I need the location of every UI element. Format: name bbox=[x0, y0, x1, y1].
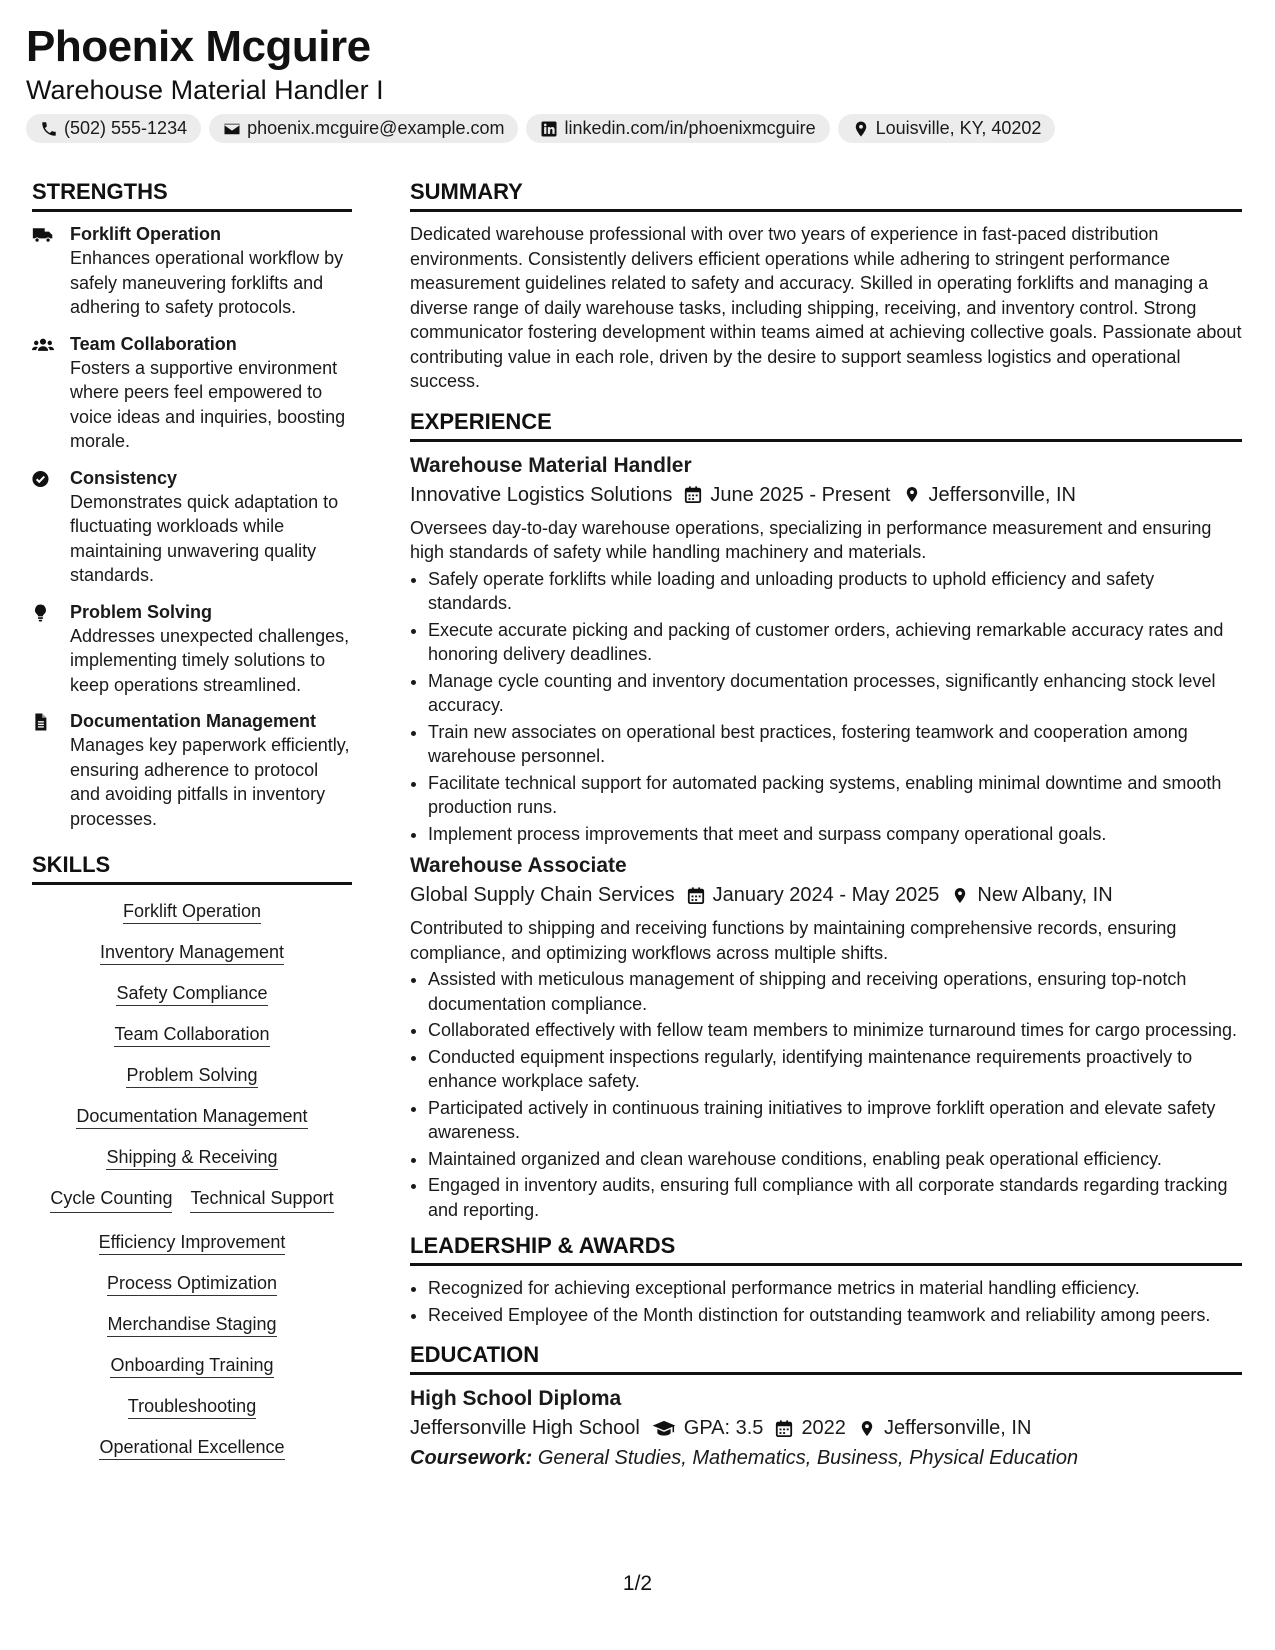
list-item: • Collaborated effectively with fellow team members to minimize turnaround times for cargo processing. bbox=[428, 1018, 1242, 1043]
strength-title: Team Collaboration bbox=[70, 333, 237, 354]
list-item: • Manage cycle counting and inventory documentation processes, significantly enhancing stock level accuracy. bbox=[428, 669, 1242, 718]
skill-tag: Forklift Operation bbox=[123, 901, 261, 924]
skill-tag: Cycle Counting bbox=[50, 1186, 172, 1213]
list-item: • Received Employee of the Month distinction for outstanding teamwork and reliability among peers. bbox=[428, 1303, 1242, 1328]
strength-desc: Demonstrates quick adaptation to fluctuating workloads while maintaining unwavering quality standards. bbox=[70, 491, 339, 585]
school-location: Jeffersonville, IN bbox=[883, 1417, 1032, 1439]
envelope-icon bbox=[223, 120, 241, 138]
job-meta bbox=[410, 880, 1242, 910]
list-item: • Participated actively in continuous training initiatives to improve forklift operation and elevate safety awareness. bbox=[428, 1096, 1242, 1145]
map-pin-icon bbox=[903, 485, 921, 504]
list-item: • Assisted with meticulous management of shipping and receiving operations, ensuring top-notch documentation compliance. bbox=[428, 967, 1242, 1016]
job-dates: January 2024 - May 2025 bbox=[712, 884, 940, 906]
map-pin-icon bbox=[951, 886, 969, 905]
experience-section bbox=[410, 408, 1242, 1223]
list-item: • Implement process improvements that meet and surpass company operational goals. bbox=[428, 822, 1242, 847]
degree-title: High School Diploma bbox=[410, 1387, 622, 1410]
truck-icon bbox=[32, 225, 54, 245]
education-meta bbox=[410, 1413, 1242, 1443]
skill-tag: Merchandise Staging bbox=[107, 1314, 276, 1337]
strength-item bbox=[32, 709, 352, 831]
skills-list bbox=[32, 899, 352, 1476]
school-name: Jeffersonville High School bbox=[410, 1417, 640, 1439]
job-location: Jeffersonville, IN bbox=[928, 483, 1076, 506]
strength-desc: Addresses unexpected challenges, implementing timely solutions to keep operations streamlined. bbox=[70, 625, 350, 695]
phone-icon bbox=[40, 120, 58, 138]
check-circle-icon bbox=[32, 469, 54, 489]
contact-linkedin[interactable] bbox=[526, 114, 829, 143]
job-meta bbox=[410, 480, 1242, 510]
skill-tag: Shipping & Receiving bbox=[106, 1147, 277, 1170]
strength-desc: Manages key paperwork efficiently, ensuring adherence to protocol and avoiding pitfalls in inventory processes. bbox=[70, 735, 350, 829]
location-text: Louisville, KY, 40202 bbox=[875, 118, 1042, 138]
summary-text: Dedicated warehouse professional with over two years of experience in fast-paced distribution environments. Consistently delivers efficient operations while adhering to stringent performance measurement guidelines related to safety and accuracy. Skilled in operating forklifts and managing a diverse range of daily warehouse tasks, including shipping, receiving, and inventory control. Strong communicator fostering development within teams aimed at achieving collective goals. Passionate about contributing value in each role, driven by the desire to support seamless logistics and operational success. bbox=[410, 224, 1242, 391]
calendar-icon bbox=[775, 1419, 793, 1438]
skill-tag: Documentation Management bbox=[76, 1106, 307, 1129]
skill-tag: Inventory Management bbox=[100, 942, 284, 965]
page-number: 1/2 bbox=[622, 1572, 653, 1595]
skill-tag: Safety Compliance bbox=[116, 983, 267, 1006]
job-description: Contributed to shipping and receiving functions by maintaining comprehensive records, ensuring compliance, and optimizing workflows across multiple shifts. bbox=[410, 918, 1177, 963]
skill-tag: Problem Solving bbox=[126, 1065, 257, 1088]
job-company: Global Supply Chain Services bbox=[410, 884, 675, 906]
list-item: • Maintained organized and clean warehouse conditions, enabling peak operational efficiency. bbox=[428, 1147, 1242, 1172]
job-entry bbox=[410, 852, 1242, 1222]
candidate-title: Warehouse Material Handler I bbox=[26, 75, 384, 105]
skill-tag: Team Collaboration bbox=[114, 1024, 269, 1047]
job-bullets bbox=[410, 567, 1242, 847]
experience-heading: EXPERIENCE bbox=[410, 408, 1242, 442]
contact-location bbox=[838, 114, 1056, 143]
strength-item bbox=[32, 332, 352, 454]
strength-item bbox=[32, 466, 352, 588]
job-location: New Albany, IN bbox=[977, 884, 1113, 906]
skill-tag: Technical Support bbox=[190, 1186, 333, 1213]
list-item: • Engaged in inventory audits, ensuring full compliance with all corporate standards regarding tracking and reporting. bbox=[428, 1173, 1242, 1222]
list-item: • Safely operate forklifts while loading and unloading products to uphold efficiency and safety standards. bbox=[428, 567, 1242, 616]
strength-title: Consistency bbox=[70, 467, 178, 488]
leadership-heading: LEADERSHIP & AWARDS bbox=[410, 1232, 1242, 1266]
resume-header bbox=[26, 20, 1246, 143]
coursework-label: Coursework: bbox=[410, 1447, 533, 1469]
leadership-section bbox=[410, 1232, 1242, 1327]
strength-desc: Fosters a supportive environment where peers feel empowered to voice ideas and inquiries, boosting morale. bbox=[70, 357, 346, 451]
skill-tag: Process Optimization bbox=[107, 1273, 277, 1296]
skill-tag: Onboarding Training bbox=[110, 1355, 273, 1378]
job-company: Innovative Logistics Solutions bbox=[410, 483, 673, 506]
linkedin-text: linkedin.com/in/phoenixmcguire bbox=[564, 118, 816, 138]
graduation-year: 2022 bbox=[801, 1417, 846, 1439]
summary-section bbox=[410, 178, 1242, 394]
calendar-icon bbox=[684, 485, 702, 504]
email-text: phoenix.mcguire@example.com bbox=[247, 118, 505, 138]
phone-text: (502) 555-1234 bbox=[64, 118, 188, 138]
job-title: Warehouse Material Handler bbox=[410, 453, 692, 477]
skill-tag: Operational Excellence bbox=[99, 1437, 284, 1460]
candidate-name: Phoenix Mcguire bbox=[26, 22, 371, 71]
summary-heading: SUMMARY bbox=[410, 178, 1242, 212]
graduation-cap-icon bbox=[652, 1419, 676, 1438]
skill-tag: Troubleshooting bbox=[128, 1396, 256, 1419]
skills-heading: SKILLS bbox=[32, 851, 352, 885]
job-entry bbox=[410, 452, 1242, 847]
education-heading: EDUCATION bbox=[410, 1341, 1242, 1375]
strengths-heading: STRENGTHS bbox=[32, 178, 352, 212]
coursework bbox=[410, 1443, 1242, 1473]
gpa-text: GPA: 3.5 bbox=[683, 1417, 764, 1439]
users-icon bbox=[32, 335, 54, 355]
contact-email[interactable] bbox=[209, 114, 518, 143]
map-pin-icon bbox=[852, 120, 870, 138]
strength-title: Problem Solving bbox=[70, 601, 213, 622]
contact-phone[interactable] bbox=[26, 114, 201, 143]
skill-tag: Efficiency Improvement bbox=[99, 1232, 286, 1255]
education-section bbox=[410, 1341, 1242, 1473]
contact-bar bbox=[26, 114, 1246, 143]
job-bullets bbox=[410, 967, 1242, 1222]
document-icon bbox=[32, 712, 54, 732]
job-description: Oversees day-to-day warehouse operations, specializing in performance measurement and ensuring high standards of safety while handling machinery and materials. bbox=[410, 517, 1212, 562]
linkedin-icon bbox=[540, 120, 558, 138]
list-item: • Conducted equipment inspections regularly, identifying maintenance requirements proactively to enhance workplace safety. bbox=[428, 1045, 1242, 1094]
left-column bbox=[32, 178, 352, 1476]
coursework-text: General Studies, Mathematics, Business, Physical Education bbox=[537, 1447, 1079, 1469]
job-dates: June 2025 - Present bbox=[710, 483, 891, 506]
list-item: • Execute accurate picking and packing of customer orders, achieving remarkable accuracy rates and honoring delivery deadlines. bbox=[428, 618, 1242, 667]
strength-title: Documentation Management bbox=[70, 711, 317, 731]
lightbulb-icon bbox=[32, 603, 54, 623]
strength-desc: Enhances operational workflow by safely maneuvering forklifts and adhering to safety protocols. bbox=[70, 248, 344, 317]
strength-item bbox=[32, 222, 352, 320]
job-title: Warehouse Associate bbox=[410, 854, 627, 877]
right-column bbox=[410, 178, 1242, 1481]
calendar-icon bbox=[687, 886, 705, 905]
strength-title: Forklift Operation bbox=[70, 224, 222, 244]
list-item: • Train new associates on operational best practices, fostering teamwork and cooperation among warehouse personnel. bbox=[428, 720, 1242, 769]
list-item: • Facilitate technical support for automated packing systems, enabling minimal downtime and smooth production runs. bbox=[428, 771, 1242, 820]
list-item: • Recognized for achieving exceptional performance metrics in material handling efficiency. bbox=[428, 1276, 1242, 1301]
map-pin-icon bbox=[858, 1419, 876, 1438]
leadership-list bbox=[410, 1276, 1242, 1327]
strength-item bbox=[32, 600, 352, 698]
